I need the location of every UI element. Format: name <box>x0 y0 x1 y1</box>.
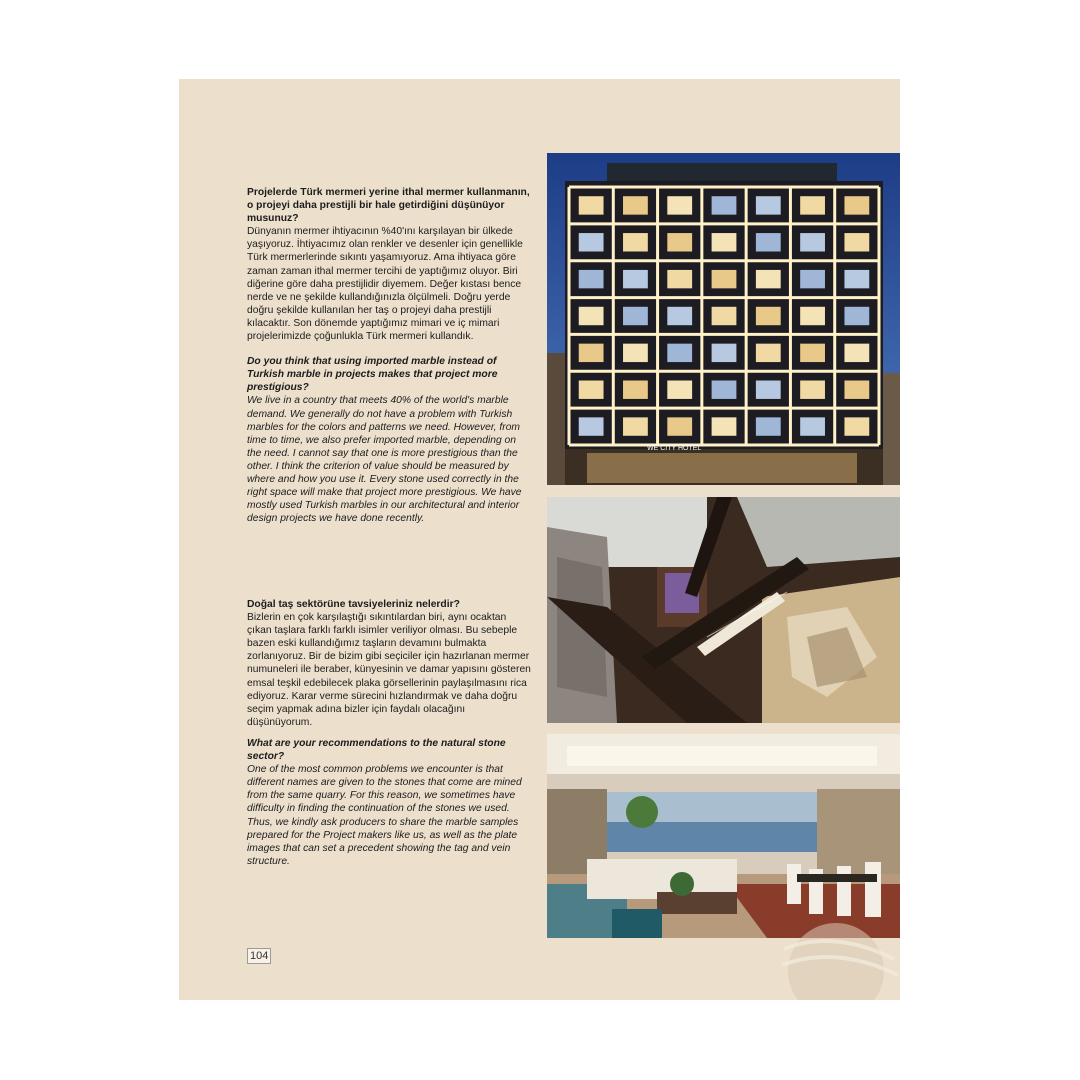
interview-section-1 <box>247 186 533 525</box>
question-en: Do you think that using imported marble instead of Turkish marble in projects makes that project more prestigious? <box>247 356 498 394</box>
living-room-photo <box>547 734 900 938</box>
page-number: 104 <box>247 948 271 964</box>
answer-en: One of the most common problems we encounter is that different names are given to the stones that come are mined from the same quarry. For this reason, we sometimes have difficulty in finding the continuation of the stones we used. Thus, we kindly ask producers to share the marble samples prepared for the Project makers like us, as well as the plate images that can set a precedent showing the tag and vein structure. <box>247 764 522 867</box>
hotel-sign: WE CITY HOTEL <box>647 445 702 452</box>
interview-section-2 <box>247 598 533 868</box>
question-en: What are your recommendations to the natural stone sector? <box>247 737 506 763</box>
staircase-photo <box>547 497 900 723</box>
decorative-watermark <box>774 909 900 1000</box>
answer-tr: Bizlerin en çok karşılaştığı sıkıntılardan biri, aynı ocaktan çıkan taşlara farklı farklı isimler veriliyor olması. Bu sebeple bazen eski kullandığımız taşların devamını bulmakta zorlanıyoruz. Bir de bizim gibi seçiciler için hazırlanan mermer numuneleri ile beraber, künyesinin ve damar yapısını gösteren emsal teşkil edebilecek plaka görsellerinin paylaşılmasını rica ediyoruz. Karar verme sürecini hızlandırmak ve daha doğru seçim yapmak adına bizler için faydalı olacağını düşünüyorum. <box>247 612 531 728</box>
hotel-facade-photo <box>547 153 900 485</box>
question-tr: Doğal taş sektörüne tavsiyeleriniz nelerdir? <box>247 599 460 610</box>
question-tr: Projelerde Türk mermeri yerine ithal mermer kullanmanın, o projeyi daha prestijli bir hale getirdiğini düşünüyor musunuz? <box>247 187 530 225</box>
magazine-page <box>179 79 900 1000</box>
answer-tr: Dünyanın mermer ihtiyacının %40'ını karşılayan bir ülkede yaşıyoruz. İhtiyacımız olan renkler ve desenler için genellikle Türk mermerlerinde sıkıntı yaşamıyoruz. Ama ihtiyaca göre zaman zaman ithal mermer tercihi de yaptığımız oluyor. Biri diğerine göre daha prestijlidir diyemem. Değer kıstası bence nerde ve ne şekilde kullandığınızla ölçülmeli. Doğru yerde doğru şekilde kullanılan her taş o projeyi daha prestijli kılacaktır. Son dönemde yaptığımız mimari ve iç mimari projelerimizde çoğunlukla Türk mermeri kullandık. <box>247 226 523 343</box>
answer-en: We live in a country that meets 40% of the world's marble demand. We generally do not have a problem with Turkish marbles for the colors and patterns we need. However, from time to time, we also prefer imported marble, depending on the need. I cannot say that one is more prestigious than the other. I think the criterion of value should be measured by where and how you use it. Every stone used correctly in the right space will make that project more prestigious. We have mostly used Turkish marbles in our architectural and interior design projects we have done recently. <box>247 395 522 525</box>
